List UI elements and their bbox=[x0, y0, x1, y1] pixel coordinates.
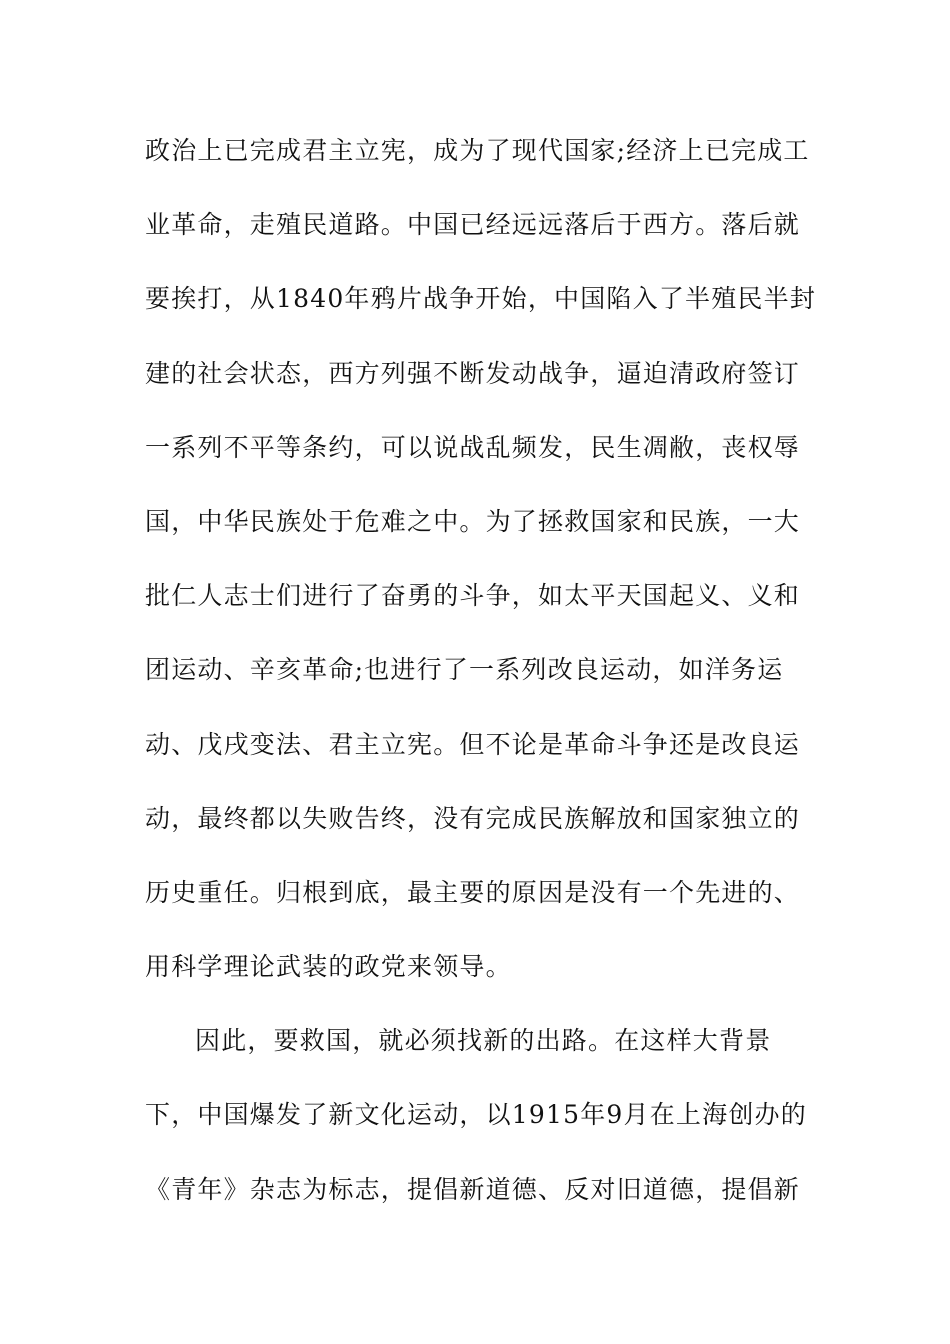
text-line-1: 政治上已完成君主立宪，成为了现代国家;经济上已完成工 bbox=[145, 136, 810, 165]
text-line-7: 批仁人志士们进行了奋勇的斗争，如太平天国起义、义和 bbox=[145, 581, 801, 611]
text-line-4: 建的社会状态，西方列强不断发动战争，逼迫清政府签订 bbox=[145, 358, 801, 388]
text-line-9: 动、戊戌变法、君主立宪。但不论是革命斗争还是改良运 bbox=[145, 729, 801, 759]
text-line-5: 一系列不平等条约，可以说战乱频发，民生凋敝，丧权辱 bbox=[145, 432, 801, 462]
text-line-14: 下，中国爆发了新文化运动，以1915年9月在上海创办的 bbox=[145, 1100, 807, 1130]
text-line-12: 用科学理论武装的政党来领导。 bbox=[145, 952, 512, 982]
text-line-11: 历史重任。归根到底，最主要的原因是没有一个先进的、 bbox=[145, 877, 801, 907]
paragraph-start-line: 因此，要救国，就必须找新的出路。在这样大背景 bbox=[195, 1026, 772, 1056]
text-line-15: 《青年》杂志为标志，提倡新道德、反对旧道德，提倡新 bbox=[145, 1174, 801, 1204]
text-line-3: 要挨打，从1840年鸦片战争开始，中国陷入了半殖民半封 bbox=[145, 284, 817, 314]
text-line-10: 动，最终都以失败告终，没有完成民族解放和国家独立的 bbox=[145, 803, 801, 833]
text-line-6: 国，中华民族处于危难之中。为了拯救国家和民族，一大 bbox=[145, 506, 801, 536]
text-line-2: 业革命，走殖民道路。中国已经远远落后于西方。落后就 bbox=[145, 210, 801, 240]
text-line-8: 团运动、辛亥革命;也进行了一系列改良运动，如洋务运 bbox=[145, 655, 784, 685]
body-text bbox=[145, 126, 817, 1239]
